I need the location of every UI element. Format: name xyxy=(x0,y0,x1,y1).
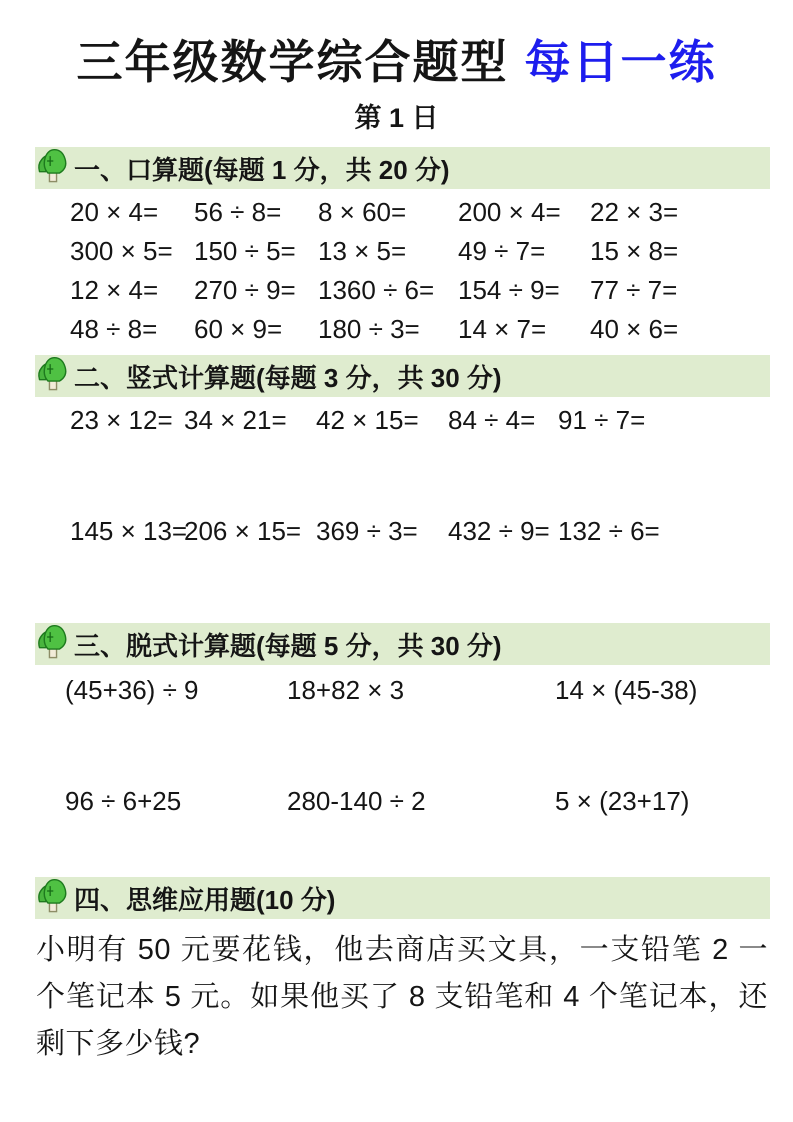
oral-calc-row xyxy=(0,310,793,349)
section-label: 二、竖式计算题(每题 3 分，共 30 分) xyxy=(74,362,502,393)
problem: 13 × 5= xyxy=(318,236,407,266)
problem: 84 ÷ 4= xyxy=(448,405,536,435)
problem: (45+36) ÷ 9 xyxy=(65,675,199,705)
problem: 1360 ÷ 6= xyxy=(318,275,435,305)
problem: 200 × 4= xyxy=(458,197,561,227)
problem: 22 × 3= xyxy=(590,197,679,227)
section-header-oral-calc xyxy=(35,147,770,189)
section-label: 一、口算题(每题 1 分，共 20 分) xyxy=(74,154,450,185)
step-calc-row xyxy=(0,671,793,710)
tree-icon xyxy=(36,355,70,393)
oral-calc-row xyxy=(0,232,793,271)
problem: 34 × 21= xyxy=(184,405,287,435)
problem: 49 ÷ 7= xyxy=(458,236,546,266)
problem: 56 ÷ 8= xyxy=(194,197,282,227)
section-label: 四、思维应用题(10 分) xyxy=(74,884,336,915)
problem: 96 ÷ 6+25 xyxy=(65,786,182,816)
problem: 77 ÷ 7= xyxy=(590,275,678,305)
problem: 15 × 8= xyxy=(590,236,679,266)
problem: 154 ÷ 9= xyxy=(458,275,560,305)
section-header-word-problem xyxy=(35,877,770,919)
problem: 180 ÷ 3= xyxy=(318,314,420,344)
tree-icon xyxy=(36,877,70,915)
problem: 206 × 15= xyxy=(184,516,302,546)
word-problem-text: 小明有 50 元要花钱，他去商店买文具，一支铅笔 2 一个笔记本 5 元。如果他买了 8 支铅笔和 4 个笔记本，还剩下多少钱? xyxy=(36,934,768,1060)
section-label: 三、脱式计算题(每题 5 分，共 30 分) xyxy=(74,630,502,661)
step-calc-row xyxy=(0,782,793,821)
oral-calc-row xyxy=(0,271,793,310)
tree-icon xyxy=(36,147,70,185)
problem: 145 × 13= xyxy=(70,516,188,546)
problem: 150 ÷ 5= xyxy=(194,236,296,266)
problem: 280-140 ÷ 2 xyxy=(287,786,426,816)
day-heading: 第 1 日 xyxy=(354,103,439,133)
section-header-step-calc xyxy=(35,623,770,665)
problem: 40 × 6= xyxy=(590,314,679,344)
section-header-vertical-calc xyxy=(35,355,770,397)
problem: 14 × (45-38) xyxy=(555,675,698,705)
problem: 60 × 9= xyxy=(194,314,283,344)
problem: 42 × 15= xyxy=(316,405,419,435)
problem: 432 ÷ 9= xyxy=(448,516,550,546)
page-title xyxy=(0,26,793,92)
problem: 23 × 12= xyxy=(70,405,173,435)
problem: 132 ÷ 6= xyxy=(558,516,660,546)
problem: 5 × (23+17) xyxy=(555,786,690,816)
problem: 14 × 7= xyxy=(458,314,547,344)
vertical-calc-row xyxy=(0,512,793,551)
problem: 270 ÷ 9= xyxy=(194,275,296,305)
problem: 20 × 4= xyxy=(70,197,159,227)
vertical-calc-row xyxy=(0,401,793,440)
problem: 12 × 4= xyxy=(70,275,159,305)
problem: 369 ÷ 3= xyxy=(316,516,418,546)
problem: 48 ÷ 8= xyxy=(70,314,158,344)
tree-icon xyxy=(36,623,70,661)
oral-calc-row xyxy=(0,193,793,232)
problem: 8 × 60= xyxy=(318,197,407,227)
problem: 91 ÷ 7= xyxy=(558,405,646,435)
problem: 300 × 5= xyxy=(70,236,173,266)
title-accent: 每日一练 xyxy=(524,35,717,89)
problem: 18+82 × 3 xyxy=(287,675,405,705)
title-main: 三年级数学综合题型 xyxy=(76,35,509,89)
